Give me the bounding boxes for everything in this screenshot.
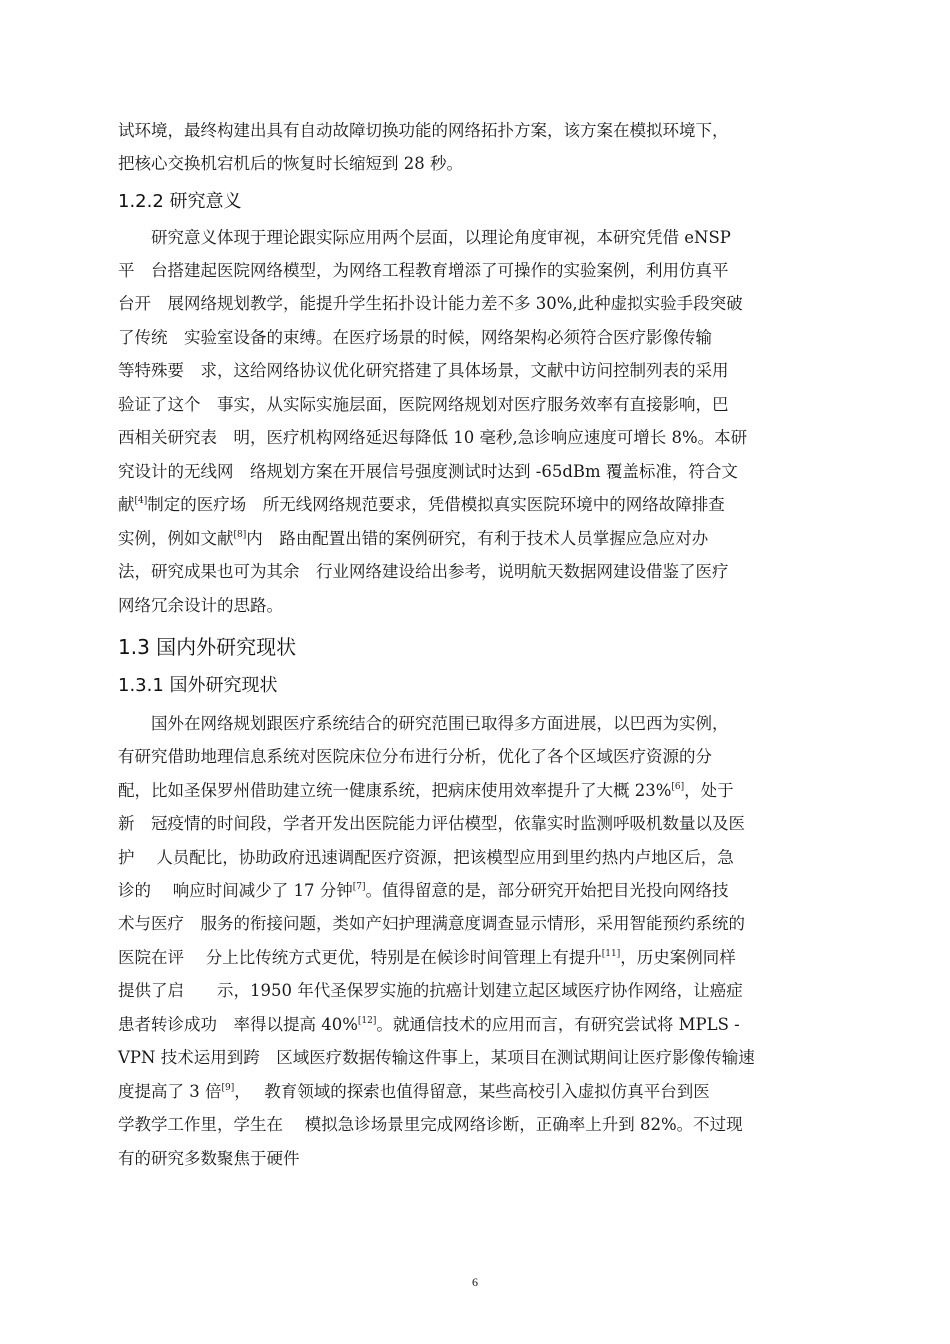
body-text-line xyxy=(118,528,708,550)
body-text-line: 提供了启 示，1950 年代圣保罗实施的抗癌计划建立起区域医疗协作网络，让癌症 xyxy=(118,981,743,1000)
text-segment: 度提高了 3 倍 xyxy=(118,1082,222,1101)
text-segment: ，历史案例同样 xyxy=(620,948,736,967)
text-segment: 配，比如圣保罗州借助建立统一健康系统，把病床使用效率提升了大概 23% xyxy=(118,781,672,800)
text-segment: 内 路由配置出错的案例研究，有利于技术人员掌握应急应对办 xyxy=(246,529,709,548)
page-number: 6 xyxy=(472,1275,478,1289)
body-text-line: 究设计的无线网 络规划方案在开展信号强度测试时达到 -65dBm 覆盖标准，符合文 xyxy=(118,462,738,481)
body-text-line: 台开 展网络规划教学，能提升学生拓扑设计能力差不多 30%,此种虚拟实验手段突破 xyxy=(118,294,743,313)
section-heading-1-3-1: 1.3.1 国外研究现状 xyxy=(118,675,278,696)
text-segment: ， 教育领域的探索也值得留意，某些高校引入虚拟仿真平台到医 xyxy=(234,1082,710,1101)
text-segment: 。就通信技术的应用而言，有研究尝试将 MPLS - xyxy=(376,1015,740,1034)
body-text-line: 网络冗余设计的思路。 xyxy=(118,596,283,615)
body-text-line: 护 人员配比，协助政府迅速调配医疗资源，把该模型应用到里约热内卢地区后，急 xyxy=(118,848,734,867)
body-text-line: 研究意义体现于理论跟实际应用两个层面，以理论角度审视，本研究凭借 eNSP xyxy=(118,228,731,247)
body-text-line: 法，研究成果也可为其余 行业网络建设给出参考，说明航天数据网建设借鉴了医疗 xyxy=(118,562,729,581)
text-segment: 医院在评 分上比传统方式更优，特别是在候诊时间管理上有提升 xyxy=(118,948,602,967)
body-text-line: 了传统 实验室设备的束缚。在医疗场景的时候，网络架构必须符合医疗影像传输 xyxy=(118,328,712,347)
text-segment: 患者转诊成功 率得以提高 40% xyxy=(118,1015,358,1034)
body-text-line: 等特殊要 求，这给网络协议优化研究搭建了具体场景，文献中访问控制列表的采用 xyxy=(118,361,729,380)
body-text-line: 验证了这个 事实，从实际实施层面，医院网络规划对医疗服务效率有直接影响，巴 xyxy=(118,395,729,414)
body-text-line: 试环境，最终构建出具有自动故障切换功能的网络拓扑方案，该方案在模拟环境下， xyxy=(118,121,729,140)
body-text-line xyxy=(118,780,734,802)
body-text-line: 术与医疗 服务的衔接问题，类如产妇护理满意度调查显示情形，采用智能预约系统的 xyxy=(118,914,745,933)
citation-ref: [12] xyxy=(357,1016,377,1026)
citation-ref: [9] xyxy=(221,1083,235,1093)
body-text-line xyxy=(118,1081,710,1103)
text-segment: ，处于 xyxy=(684,781,734,800)
section-heading-1-2-2: 1.2.2 研究意义 xyxy=(118,191,242,212)
citation-ref: [6] xyxy=(671,782,685,792)
body-text-line xyxy=(118,494,725,516)
text-segment: 献 xyxy=(118,495,135,514)
body-text-line: 有的研究多数聚焦于硬件 xyxy=(118,1149,300,1168)
body-text-line: 学教学工作里，学生在 模拟急诊场景里完成网络诊断，正确率上升到 82%。不过现 xyxy=(118,1115,743,1134)
body-text-line: 西相关研究表 明，医疗机构网络延迟每降低 10 毫秒,急诊响应速度可增长 8%。本研 xyxy=(118,428,748,447)
body-text-line: 国外在网络规划跟医疗系统结合的研究范围已取得多方面进展，以巴西为实例， xyxy=(118,714,729,733)
citation-ref: [7] xyxy=(352,882,366,892)
text-segment: 。值得留意的是，部分研究开始把目光投向网络技 xyxy=(365,881,729,900)
citation-ref: [11] xyxy=(601,949,621,959)
citation-ref: [4] xyxy=(134,496,148,506)
body-text-line: 把核心交换机宕机后的恢复时长缩短到 28 秒。 xyxy=(118,154,463,173)
section-heading-1-3: 1.3 国内外研究现状 xyxy=(118,635,297,659)
text-segment: 实例，例如文献 xyxy=(118,529,234,548)
body-text-line: 有研究借助地理信息系统对医院床位分布进行分析，优化了各个区域医疗资源的分 xyxy=(118,747,712,766)
body-text-line xyxy=(118,1014,740,1036)
text-segment: 诊的 响应时间减少了 17 分钟 xyxy=(118,881,353,900)
citation-ref: [8] xyxy=(233,530,247,540)
body-text-line xyxy=(118,880,728,902)
body-text-line: VPN 技术运用到跨 区域医疗数据传输这件事上，某项目在测试期间让医疗影像传输速 xyxy=(118,1048,755,1067)
text-segment: 制定的医疗场 所无线网络规范要求，凭借模拟真实医院环境中的网络故障排查 xyxy=(147,495,725,514)
body-text-line: 平 台搭建起医院网络模型，为网络工程教育增添了可操作的实验案例，利用仿真平 xyxy=(118,261,729,280)
body-text-line xyxy=(118,947,736,969)
body-text-line: 新 冠疫情的时间段，学者开发出医院能力评估模型，依靠实时监测呼吸机数量以及医 xyxy=(118,814,745,833)
